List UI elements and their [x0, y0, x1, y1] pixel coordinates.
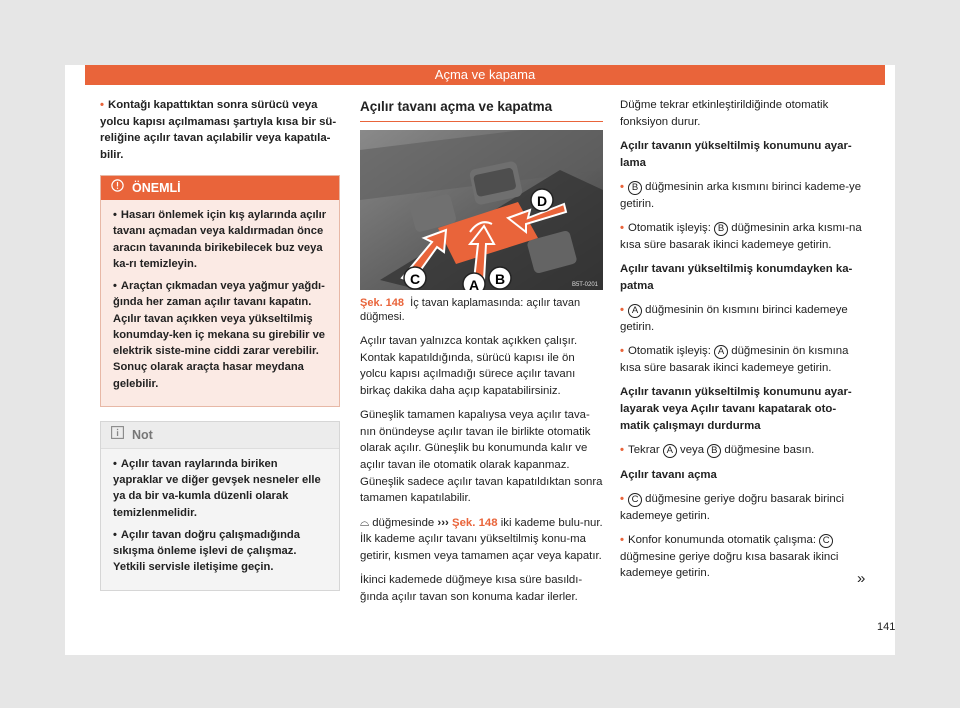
label-b-circle: B: [707, 444, 721, 458]
list-item: • Tekrar A veya B düğmesine basın.: [620, 444, 815, 457]
figure-code: B5T-0201: [571, 281, 598, 288]
note-body: [101, 449, 339, 590]
list-item-text: Konfor konumunda otomatik çalışma:: [628, 534, 817, 547]
list-item-text: Otomatik işleyiş:: [628, 345, 711, 358]
figure-number: Şek. 148: [360, 296, 405, 309]
list-item-text: Tekrar: [628, 444, 660, 457]
label-b-circle: B: [714, 222, 728, 236]
list-item-text: düğmesinin ön kısmına kısa süre basarak ikinci kademeye getirin.: [620, 345, 849, 374]
figure-label-d: D: [536, 192, 548, 209]
note-item: • Açılır tavan raylarında biriken yapraklar ve diğer gevşek nesneler elle ya da bir va-kumla düzenli olarak temizlenmelidir.: [113, 457, 321, 519]
figure-link[interactable]: Şek. 148: [451, 516, 498, 529]
info-icon: [111, 426, 124, 444]
label-b-circle: B: [628, 181, 642, 195]
column-middle: [360, 97, 603, 613]
column-left: [100, 97, 340, 591]
note-title: Not: [132, 427, 153, 442]
label-c-circle: C: [819, 534, 833, 548]
label-a-circle: A: [663, 444, 677, 458]
continue-mark: »: [857, 570, 866, 587]
subheading: Açılır tavanın yükseltilmiş konumunu ayar-layarak veya Açılır tavanı kapatarak oto-matik çalışmayı durdurma: [620, 386, 852, 432]
sunroof-button-figure: [360, 130, 603, 290]
note-header: [101, 422, 339, 449]
chapter-header: Açma ve kapama: [85, 65, 885, 85]
figure-label-b: B: [494, 270, 506, 287]
list-item-text: Otomatik işleyiş:: [628, 222, 711, 235]
note-item: • Açılır tavan doğru çalışmadığında sıkışma önleme işlevi de çalışmaz. Yetkili servisle iletişime geçin.: [113, 528, 300, 574]
page-number: 141: [877, 621, 896, 633]
paragraph-text: düğmesinde: [372, 516, 435, 529]
list-item: • A düğmesinin ön kısmını birinci kademeye getirin.: [620, 304, 848, 333]
figure-caption-text: İç tavan kaplamasında: açılır tavan düğmesi.: [360, 296, 581, 324]
column-right: [620, 97, 865, 590]
list-item-text: düğmesine geriye doğru kısa basarak ikinci kademeye getirin.: [620, 550, 839, 580]
paragraph: Düğme tekrar etkinleştirildiğinde otomatik fonksiyon durur.: [620, 99, 829, 128]
list-item: • Otomatik işleyiş: B düğmesinin arka kısmı-na kısa süre basarak ikinci kademeye getirin.: [620, 222, 862, 251]
note-item-text: Açılır tavan raylarında biriken yapraklar ve diğer gevşek nesneler elle ya da bir va-kumla düzenli olarak temizlenmelidir.: [113, 457, 321, 519]
list-item-text: düğmesinin arka kısmını birinci kademe-ye getirin.: [620, 181, 862, 210]
list-item-text: düğmesine basın.: [724, 444, 815, 457]
sunroof-button-icon: ⌓: [360, 516, 370, 529]
warning-box: [100, 175, 340, 407]
sunroof-button-illustration: [360, 130, 603, 290]
paragraph: İkinci kademede düğmeye kısa süre basıldı-ğında açılır tavan son konuma kadar ilerler.: [360, 574, 583, 603]
label-c-circle: C: [628, 493, 642, 507]
figure-label-a: A: [468, 276, 480, 290]
label-a-circle: A: [628, 304, 642, 318]
list-item-text: düğmesine geriye doğru basarak birinci kademeye getirin.: [620, 493, 844, 522]
list-item: • Konfor konumunda otomatik çalışma: C düğmesine geriye doğru kısa basarak ikinci kademeye getirin.: [620, 534, 839, 580]
intro-bullet-text: Kontağı kapattıktan sonra sürücü veya yolcu kapısı açılmaması şartıyla kısa bir sü-reliğine açılır tavan açılabilir veya kapatıla-bilir.: [100, 99, 337, 161]
paragraph: [360, 515, 603, 565]
list-item: • B düğmesinin arka kısmını birinci kademe-ye getirin.: [620, 181, 862, 210]
figure-label-c: C: [409, 270, 421, 287]
intro-bullet: • Kontağı kapattıktan sonra sürücü veya yolcu kapısı açılmaması şartıyla kısa bir sü-reliğine açılır tavan açılabilir veya kapatıla-bilir.: [100, 99, 337, 161]
cross-ref-arrows: ›››: [437, 516, 449, 529]
list-item: • C düğmesine geriye doğru basarak birinci kademeye getirin.: [620, 493, 844, 522]
section-title: Açılır tavanı açma ve kapatma: [360, 97, 603, 122]
subheading: Açılır tavanı açma: [620, 468, 717, 481]
warning-item: • Araçtan çıkmadan veya yağmur yağdı-ğında her zaman açılır tavanı kapatın. Açılır tavan açıkken veya yükseltilmiş konumday-ken iç mekana su girebilir ve elektrik siste-mine ciddi zarar verebilir. Sonuç olarak araçta hasar meydana gelebilir.: [113, 280, 326, 390]
warning-item-text: Hasarı önlemek için kış aylarında açılır tavanı açmadan veya kaldırmadan önce aracın tavanında birikebilecek buz veya ka-rı temizleyin.: [113, 209, 327, 270]
list-item-text: düğmesinin ön kısmını birinci kademeye getirin.: [620, 304, 848, 333]
warning-title: ÖNEMLİ: [132, 181, 181, 196]
warning-icon: [111, 179, 124, 197]
label-a-circle: A: [714, 345, 728, 359]
paragraph: Güneşlik tamamen kapalıysa veya açılır tava-nın önündeyse açılır tavan ile birlikte otomatik olarak açılır. Güneşlik bu konumunda kalır ve açılır tavan ile otomatik olarak kapanmaz. Güneşlik sadece açılır tavan kapatıldıktan sonra tamamen kapatılabilir.: [360, 409, 603, 505]
list-item-text: düğmesinin arka kısmı-na kısa süre basarak ikinci kademeye getirin.: [620, 222, 862, 251]
list-item: • Otomatik işleyiş: A düğmesinin ön kısmına kısa süre basarak ikinci kademeye getirin.: [620, 345, 849, 374]
figure-caption: [360, 296, 603, 326]
subheading: Açılır tavanın yükseltilmiş konumunu ayar-lama: [620, 140, 852, 169]
warning-header: [101, 176, 339, 200]
warning-item: • Hasarı önlemek için kış aylarında açılır tavanı açmadan veya kaldırmadan önce aracın tavanında birikebilecek buz veya ka-rı temizleyin.: [113, 209, 327, 270]
list-item-text: veya: [680, 444, 705, 457]
warning-item-text: Araçtan çıkmadan veya yağmur yağdı-ğında her zaman açılır tavanı kapatın. Açılır tavan açıkken veya yükseltilmiş konumday-ken iç mekana su girebilir ve elektrik siste-mine ciddi zarar verebilir. Sonuç olarak araçta hasar meydana gelebilir.: [113, 280, 326, 390]
note-box: [100, 421, 340, 591]
subheading: Açılır tavanı yükseltilmiş konumdayken ka-patma: [620, 263, 853, 292]
paragraph: Açılır tavan yalnızca kontak açıkken çalışır. Kontak kapatıldığında, sürücü kapısı ile ön yolcu kapısı açılmadığı sürece açılır tavanı birkaç dakika daha açıp kapatabilirsiniz.: [360, 335, 578, 397]
note-item-text: Açılır tavan doğru çalışmadığında sıkışma önleme işlevi de çalışmaz. Yetkili servisle iletişime geçin.: [113, 528, 300, 574]
paragraph-text: iki kademe bulu-nur. İlk kademe açılır tavanı yükseltilmiş konu-ma getirir, kısmen veya tamamen açar veya kapatır.: [360, 516, 603, 562]
warning-body: [101, 200, 339, 406]
